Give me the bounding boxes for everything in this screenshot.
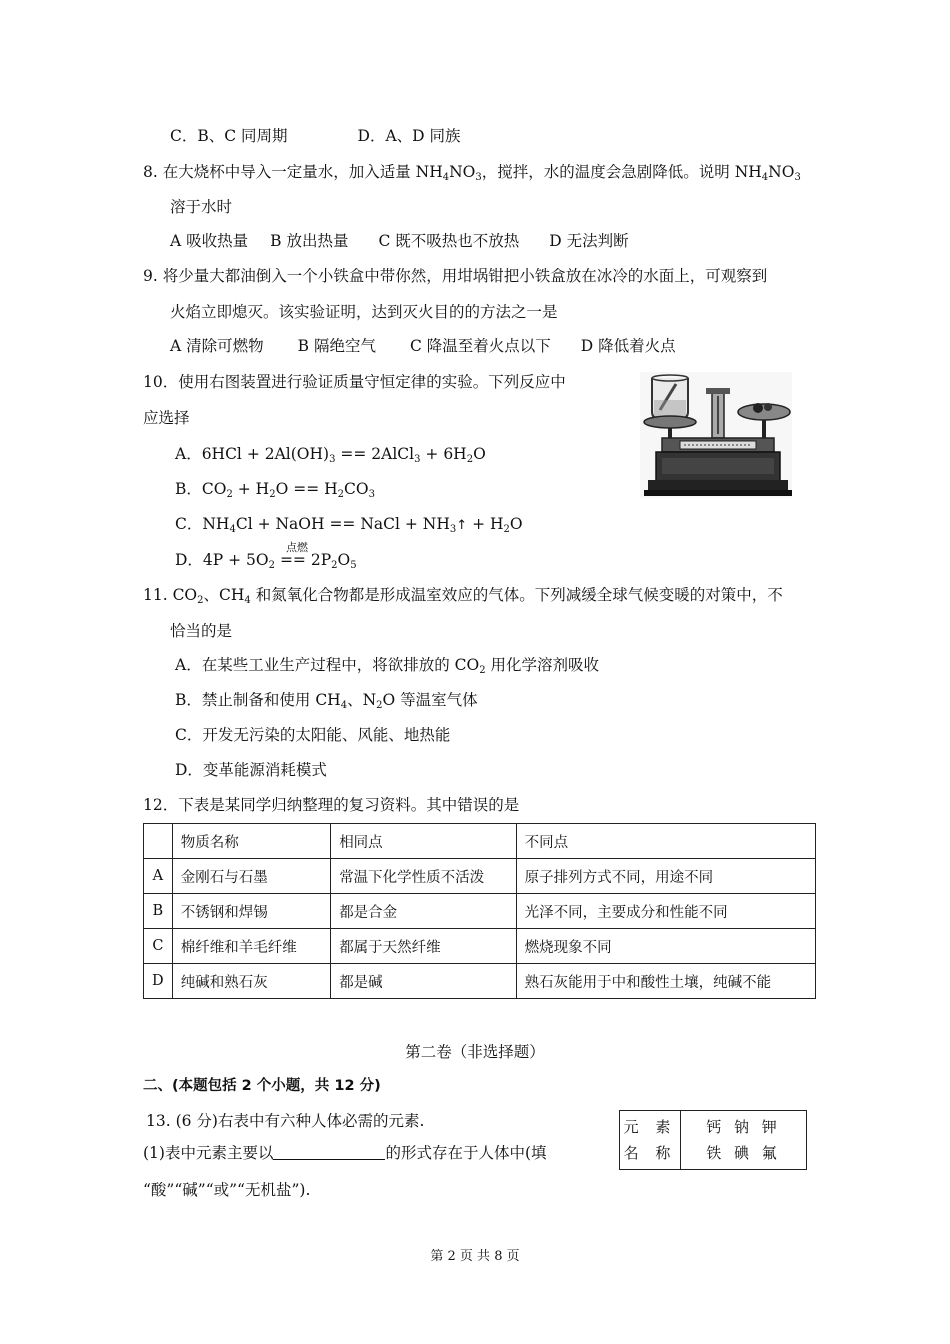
q11-stem-line1 xyxy=(143,585,783,605)
q12-stem: 12．下表是某同学归纳整理的复习资料。其中错误的是 xyxy=(143,796,520,814)
subscript: 4 xyxy=(442,172,450,183)
answer-blank[interactable] xyxy=(273,1145,385,1160)
table-header-cell xyxy=(144,824,173,859)
subscript: 2 xyxy=(197,595,204,606)
q13-stem-line1: 13. (6 分)右表中有六种人体必需的元素. xyxy=(146,1112,425,1130)
subscript: 2 xyxy=(466,454,474,465)
subscript: 3 xyxy=(368,489,375,500)
q8-options xyxy=(170,231,629,251)
q10-stem-line2: 应选择 xyxy=(143,409,190,427)
formula-part: + H xyxy=(232,480,270,498)
q10-option-c xyxy=(175,514,523,536)
q8-option-c: C 既不吸热也不放热 xyxy=(378,232,520,250)
q7-options xyxy=(170,126,461,146)
subscript: 2 xyxy=(268,560,276,571)
subscript: 4 xyxy=(229,524,236,535)
subscript: 4 xyxy=(761,172,769,183)
table-cell: 棉纤维和羊毛纤维 xyxy=(172,929,330,964)
q11-text: 、CH xyxy=(203,586,245,604)
q13-text: (1)表中元素主要以 xyxy=(143,1144,274,1162)
table-row xyxy=(144,929,816,964)
formula-part: Cl + NaOH == NaCl + NH xyxy=(235,515,450,533)
q11-text: 和氮氧化合物都是形成温室效应的气体。下列减缓全球气候变暖的对策中，不 xyxy=(250,586,783,604)
formula-part: O xyxy=(337,551,351,569)
formula-part: + 6H xyxy=(420,445,467,463)
q10-stem-line1: 10．使用右图装置进行验证质量守恒定律的实验。下列反应中 xyxy=(143,373,566,391)
q9-stem-line1: 9. 将少量大都油倒入一个小铁盒中带你然，用坩埚钳把小铁盒放在冰冷的水面上，可观察到 xyxy=(143,267,768,285)
q8-text: NO xyxy=(768,163,795,181)
formula-part: O xyxy=(509,515,523,533)
subscript: 2 xyxy=(269,489,276,500)
formula-part: C．NH xyxy=(175,515,230,533)
subscript: 4 xyxy=(244,595,251,606)
q9-option-d: D 降低着火点 xyxy=(580,337,676,355)
q8-text: 8. 在大烧杯中导入一定量水，加入适量 NH xyxy=(143,163,443,181)
element-table xyxy=(619,1110,807,1170)
q9-option-b: B 隔绝空气 xyxy=(297,337,376,355)
table-cell: 熟石灰能用于中和酸性土壤，纯碱不能 xyxy=(516,964,815,999)
gas-up-arrow-icon: ↑ xyxy=(456,518,468,533)
q11-option-c: C．开发无污染的太阳能、风能、地热能 xyxy=(175,726,451,744)
q8-option-a: A 吸收热量 xyxy=(170,232,249,250)
formula-part: B．CO xyxy=(175,480,227,498)
table-cell: 光泽不同，主要成分和性能不同 xyxy=(516,894,815,929)
table-header-row xyxy=(144,824,816,859)
formula-part: O == H xyxy=(275,480,338,498)
q8-text: NO xyxy=(449,163,476,181)
q11-text: 用化学溶剂吸收 xyxy=(485,656,600,674)
table-cell: 原子排列方式不同，用途不同 xyxy=(516,859,815,894)
subscript: 3 xyxy=(475,172,482,183)
reaction-condition: 点燃 xyxy=(286,541,308,554)
table-cell: 都是碱 xyxy=(331,964,516,999)
table-cell: D xyxy=(144,964,173,999)
q8-option-b: B 放出热量 xyxy=(270,232,349,250)
part2-title: 第二卷（非选择题） xyxy=(405,1043,545,1061)
formula-part: CO xyxy=(344,480,369,498)
table-cell: 纯碱和熟石灰 xyxy=(172,964,330,999)
formula-part: A．6HCl + 2Al(OH) xyxy=(175,445,330,463)
subscript: 4 xyxy=(340,700,348,711)
q10-option-d xyxy=(175,550,357,570)
subscript: 2 xyxy=(226,489,233,500)
q8-stem-line1 xyxy=(143,162,801,182)
q9-options xyxy=(170,336,676,356)
table-row xyxy=(144,859,816,894)
section2-heading: 二、(本题包括 2 个小题，共 12 分) xyxy=(143,1078,381,1094)
table-cell: A xyxy=(144,859,173,894)
table-row xyxy=(620,1111,807,1170)
formula-part: D．4P + 5O xyxy=(175,551,269,569)
q11-option-a xyxy=(175,655,599,675)
table-cell: 燃烧现象不同 xyxy=(516,929,815,964)
subscript: 3 xyxy=(449,524,457,535)
formula-part: == 2P xyxy=(275,551,332,569)
table-cell: 都属于天然纤维 xyxy=(331,929,516,964)
formula-part: + H xyxy=(467,515,504,533)
q9-option-a: A 清除可燃物 xyxy=(170,337,264,355)
comparison-table xyxy=(143,823,816,999)
q13-stem-line3: “酸”“碱”“或”“无机盐”). xyxy=(143,1181,311,1199)
table-cell: B xyxy=(144,894,173,929)
q8-option-d: D 无法判断 xyxy=(549,232,629,250)
q7-option-c: C．B、C 同周期 xyxy=(170,127,288,145)
q9-option-c: C 降温至着火点以下 xyxy=(409,337,551,355)
table-cell: 金刚石与石墨 xyxy=(172,859,330,894)
balance-scale-icon xyxy=(640,372,792,498)
q11-stem-line2: 恰当的是 xyxy=(170,622,233,640)
q11-text: 、N xyxy=(347,691,377,709)
balance-scale-image xyxy=(640,372,792,498)
table-cell: 不锈钢和焊锡 xyxy=(172,894,330,929)
subscript: 2 xyxy=(503,524,510,535)
subscript: 2 xyxy=(479,665,486,676)
q7-option-d: D．A、D 同族 xyxy=(357,127,461,145)
q11-text: A．在某些工业生产过程中，将欲排放的 CO xyxy=(175,656,480,674)
table-header-cell: 相同点 xyxy=(331,824,516,859)
q10-option-b xyxy=(175,479,375,499)
table-cell: 都是合金 xyxy=(331,894,516,929)
subscript: 5 xyxy=(350,560,357,571)
element-table-header: 元 素 名 称 xyxy=(620,1111,681,1170)
table-row xyxy=(144,964,816,999)
subscript: 3 xyxy=(794,172,801,183)
q8-text: ，搅拌，水的温度会急剧降低。说明 NH xyxy=(481,163,762,181)
q11-option-d: D．变革能源消耗模式 xyxy=(175,761,327,779)
q11-text: O 等温室气体 xyxy=(382,691,478,709)
table-cell: 常温下化学性质不活泼 xyxy=(331,859,516,894)
table-cell: C xyxy=(144,929,173,964)
q11-text: 11. CO xyxy=(143,586,198,604)
q9-stem-line2: 火焰立即熄灭。该实验证明，达到灭火目的的方法之一是 xyxy=(170,303,558,321)
formula-part: O xyxy=(473,445,486,463)
q11-text: B．禁止制备和使用 CH xyxy=(175,691,341,709)
element-table-values: 钙 钠 钾 铁 碘 氟 xyxy=(681,1111,807,1170)
table-header-cell: 物质名称 xyxy=(172,824,330,859)
page-footer: 第 2 页 共 8 页 xyxy=(430,1249,520,1264)
subscript: 2 xyxy=(337,489,345,500)
q13-text: 的形式存在于人体中(填 xyxy=(385,1144,547,1162)
table-header-cell: 不同点 xyxy=(516,824,815,859)
subscript: 2 xyxy=(376,700,383,711)
q10-option-a xyxy=(175,444,486,464)
formula-part: == 2AlCl xyxy=(335,445,415,463)
q13-stem-line2 xyxy=(143,1143,547,1163)
q11-option-b xyxy=(175,690,478,710)
subscript: 2 xyxy=(331,560,338,571)
subscript: 3 xyxy=(414,454,421,465)
q8-stem-line2: 溶于水时 xyxy=(170,198,233,216)
table-row xyxy=(144,894,816,929)
subscript: 3 xyxy=(329,454,336,465)
